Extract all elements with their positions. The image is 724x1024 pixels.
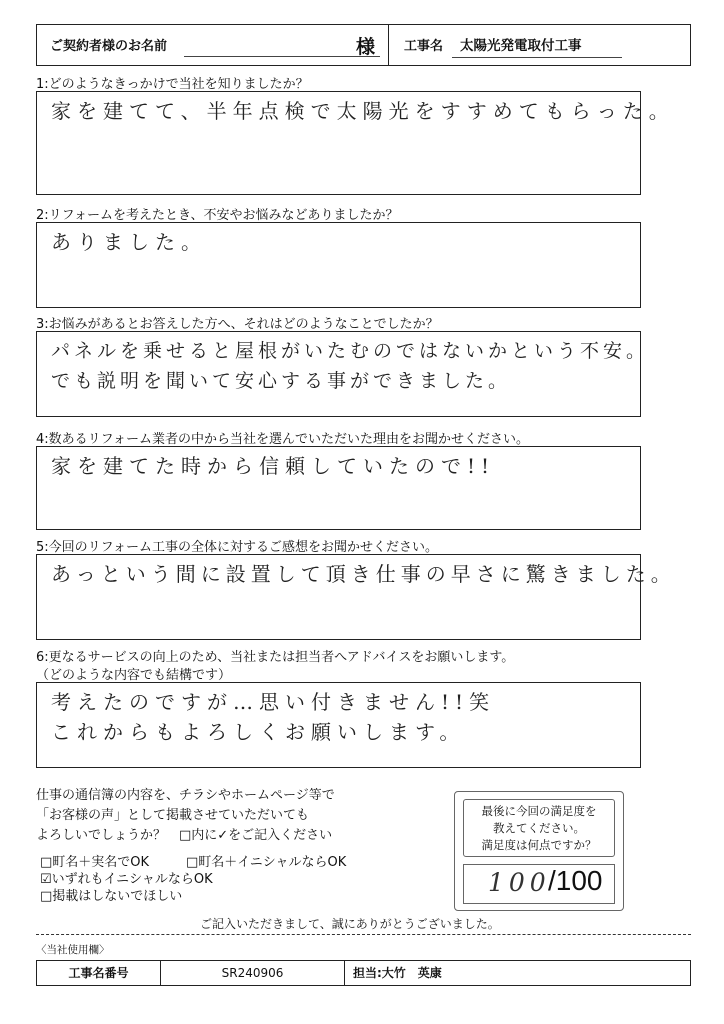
question-6-sublabel: （どのような内容でも結構です） [36, 668, 232, 683]
office-use-label: 〈当社使用欄〉 [36, 944, 110, 956]
project-name: 太陽光発電取付工事 [460, 38, 582, 54]
answer-6-line-1: 考えたのですが…思い付きません!!笑 [51, 690, 496, 714]
question-6-label: 6:更なるサービスの向上のため、当社または担当者へアドバイスをお願いします。 [36, 650, 515, 665]
honorific-sama: 様 [356, 36, 376, 58]
consent-line-3: よろしいでしょうか？ □内に✓をご記入ください [36, 828, 333, 843]
contractor-name-underline [184, 56, 380, 57]
answer-5-box [36, 554, 676, 640]
answer-4-line-1: 家を建てた時から信頼していたので!! [51, 454, 496, 478]
satisfaction-prompt-line-1: 最後に今回の満足度を [481, 804, 597, 818]
satisfaction-prompt-line-3: 満足度は何点ですか？ [481, 838, 597, 852]
dashed-separator [36, 934, 691, 935]
consent-option-initials-with-town[interactable]: □町名＋イニシャルならOK [186, 855, 347, 870]
satisfaction-prompt-line-2: 教えてください。 [493, 821, 585, 835]
project-number-label: 工事名番号 [37, 961, 161, 985]
question-2-label: 2:リフォームを考えたとき、不安やお悩みなどありましたか？ [36, 208, 399, 223]
satisfaction-prompt [463, 799, 615, 857]
project-number-value: SR240906 [161, 961, 345, 985]
question-3-label: 3:お悩みがあるとお答えした方へ、それはどのようなことでしたか？ [36, 317, 439, 332]
question-4-label: 4:数あるリフォーム業者の中から当社を選んでいただいた理由をお聞かせください。 [36, 432, 530, 447]
satisfaction-score-max: /100 [548, 865, 603, 896]
answer-2-box [36, 222, 641, 308]
contractor-name-label: ご契約者様のお名前 [50, 39, 168, 54]
answer-3-box [36, 331, 650, 417]
staff-in-charge: 担当:大竹 英康 [353, 966, 442, 980]
answer-2-line-1: ありました。 [51, 230, 207, 254]
question-1-label: 1:どのようなきっかけで当社を知りましたか？ [36, 77, 309, 92]
office-use-table [36, 960, 691, 986]
consent-option-no-publish[interactable]: □掲載はしないでほしい [40, 889, 183, 904]
answer-6-box [36, 682, 641, 768]
answer-3-line-2: でも説明を聞いて安心する事ができました。 [51, 370, 512, 392]
consent-line-1: 仕事の通信簿の内容を、チラシやホームページ等で [36, 788, 335, 803]
answer-6-line-2: これからもよろしくお願いします。 [51, 720, 466, 744]
consent-line-2: 「お客様の声」として掲載させていただいても [36, 808, 310, 823]
answer-1-box [36, 91, 675, 195]
answer-3-line-1: パネルを乗せると屋根がいたむのではないかという不安。 [51, 340, 650, 362]
consent-option-initials-only[interactable]: ☑いずれもイニシャルならOK [40, 872, 213, 887]
question-5-label: 5:今回のリフォーム工事の全体に対するご感想をお聞かせください。 [36, 540, 439, 555]
consent-option-real-name[interactable]: □町名＋実名でOK [40, 855, 150, 870]
project-name-underline [452, 57, 622, 58]
thanks-message: ご記入いただきまして、誠にありがとうございました。 [200, 917, 500, 931]
satisfaction-score-value: 100 [488, 868, 551, 897]
consent-text [36, 786, 335, 846]
answer-4-box [36, 446, 641, 530]
answer-1-line-1: 家を建てて、半年点検で太陽光をすすめてもらった。 [51, 99, 675, 123]
project-label: 工事名 [404, 39, 444, 54]
answer-5-line-1: あっという間に設置して頂き仕事の早さに驚きました。 [51, 562, 676, 586]
header-divider [388, 24, 389, 66]
